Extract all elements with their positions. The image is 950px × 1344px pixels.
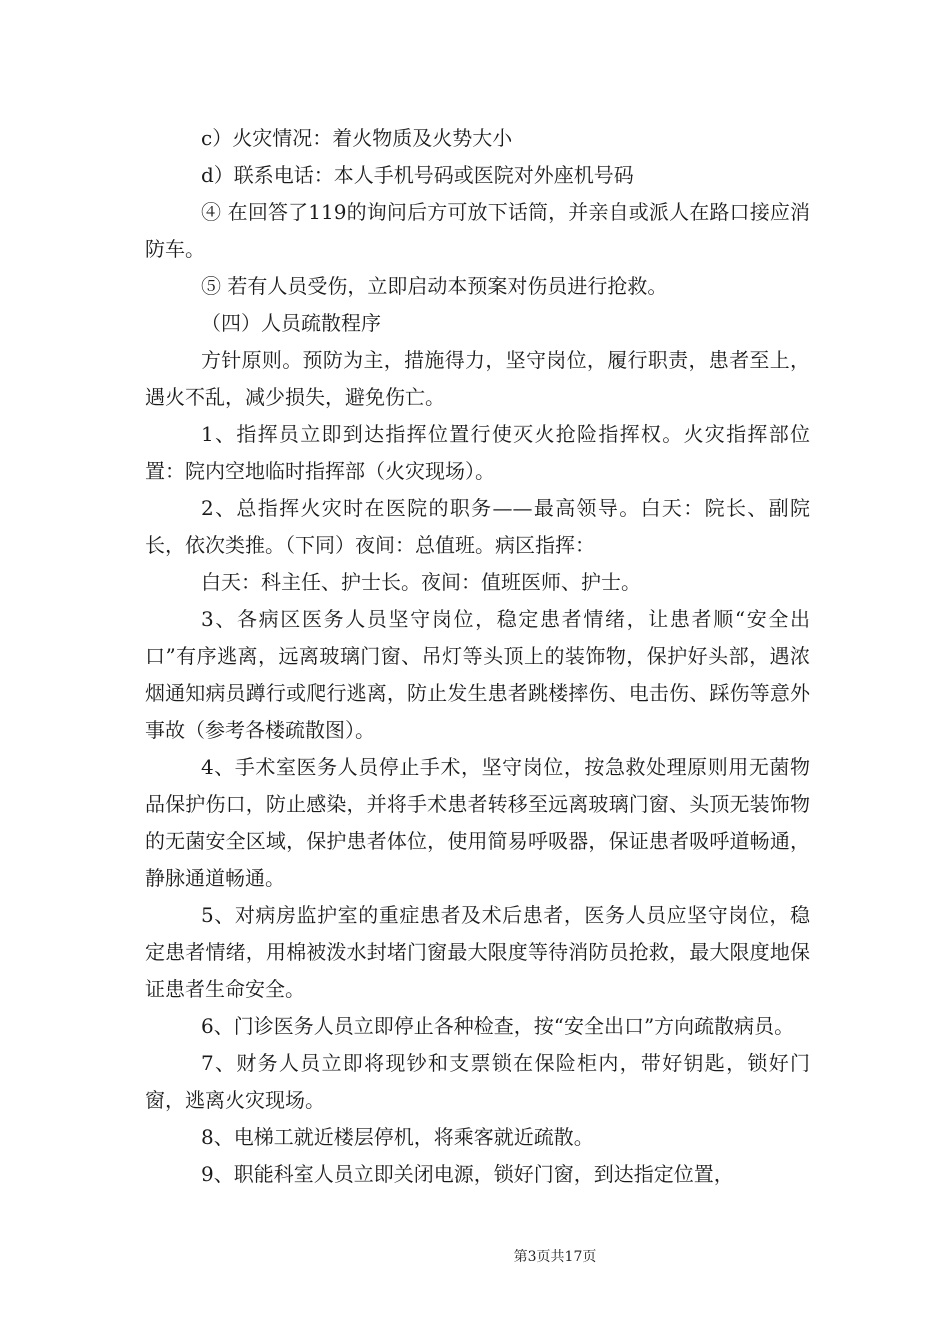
document-body bbox=[145, 120, 810, 1193]
paragraph-answer-119: ④ 在回答了119的询问后方可放下话筒，并亲自或派人在路口接应消防车。 bbox=[145, 200, 810, 261]
page-number: 第3页共17页 bbox=[513, 1249, 597, 1265]
paragraph-contact-phone: d）联系电话：本人手机号码或医院对外座机号码 bbox=[201, 163, 634, 187]
paragraph-item-4: 4、手术室医务人员停止手术，坚守岗位，按急救处理原则用无菌物品保护伤口，防止感染，并将手术患者转移至远离玻璃门窗、头顶无装饰物的无菌安全区域，保护患者体位，使用简易呼吸器，保证患者吸呼道畅通，静脉通道畅通。 bbox=[145, 755, 810, 890]
paragraph-daytime-night: 白天：科主任、护士长。夜间：值班医师、护士。 bbox=[201, 570, 641, 594]
paragraph-item-5: 5、对病房监护室的重症患者及术后患者，医务人员应坚守岗位，稳定患者情绪，用棉被泼水封堵门窗最大限度等待消防员抢救，最大限度地保证患者生命安全。 bbox=[145, 903, 810, 1001]
paragraph-fire-situation: c）火灾情况：着火物质及火势大小 bbox=[201, 126, 513, 150]
paragraph-item-8: 8、电梯工就近楼层停机，将乘客就近疏散。 bbox=[201, 1125, 594, 1149]
paragraph-item-3: 3、各病区医务人员坚守岗位，稳定患者情绪，让患者顺“安全出口”有序逃离，远离玻璃门窗、吊灯等头顶上的装饰物，保护好头部，遇浓烟通知病员蹲行或爬行逃离，防止发生患者跳楼摔伤、电击伤、踩伤等意外事故（参考各楼疏散图）。 bbox=[145, 607, 810, 742]
paragraph-item-1: 1、指挥员立即到达指挥位置行使灭火抢险指挥权。火灾指挥部位置：院内空地临时指挥部（火灾现场）。 bbox=[145, 422, 810, 483]
paragraph-injured-rescue: ⑤ 若有人员受伤，立即启动本预案对伤员进行抢救。 bbox=[201, 274, 668, 298]
paragraph-item-2: 2、总指挥火灾时在医院的职务——最高领导。白天：院长、副院长，依次类推。（下同）夜间：总值班。病区指挥： bbox=[145, 496, 810, 557]
paragraph-item-6: 6、门诊医务人员立即停止各种检查，按“安全出口”方向疏散病员。 bbox=[201, 1014, 795, 1038]
section-heading-evacuation: （四）人员疏散程序 bbox=[201, 311, 381, 335]
paragraph-item-7: 7、财务人员立即将现钞和支票锁在保险柜内，带好钥匙，锁好门窗，逃离火灾现场。 bbox=[145, 1051, 810, 1112]
paragraph-principles: 方针原则。预防为主，措施得力，坚守岗位，履行职责，患者至上，遇火不乱，减少损失，避免伤亡。 bbox=[145, 348, 810, 409]
paragraph-item-9: 9、职能科室人员立即关闭电源，锁好门窗，到达指定位置， bbox=[201, 1162, 734, 1186]
page-footer bbox=[0, 1246, 950, 1266]
